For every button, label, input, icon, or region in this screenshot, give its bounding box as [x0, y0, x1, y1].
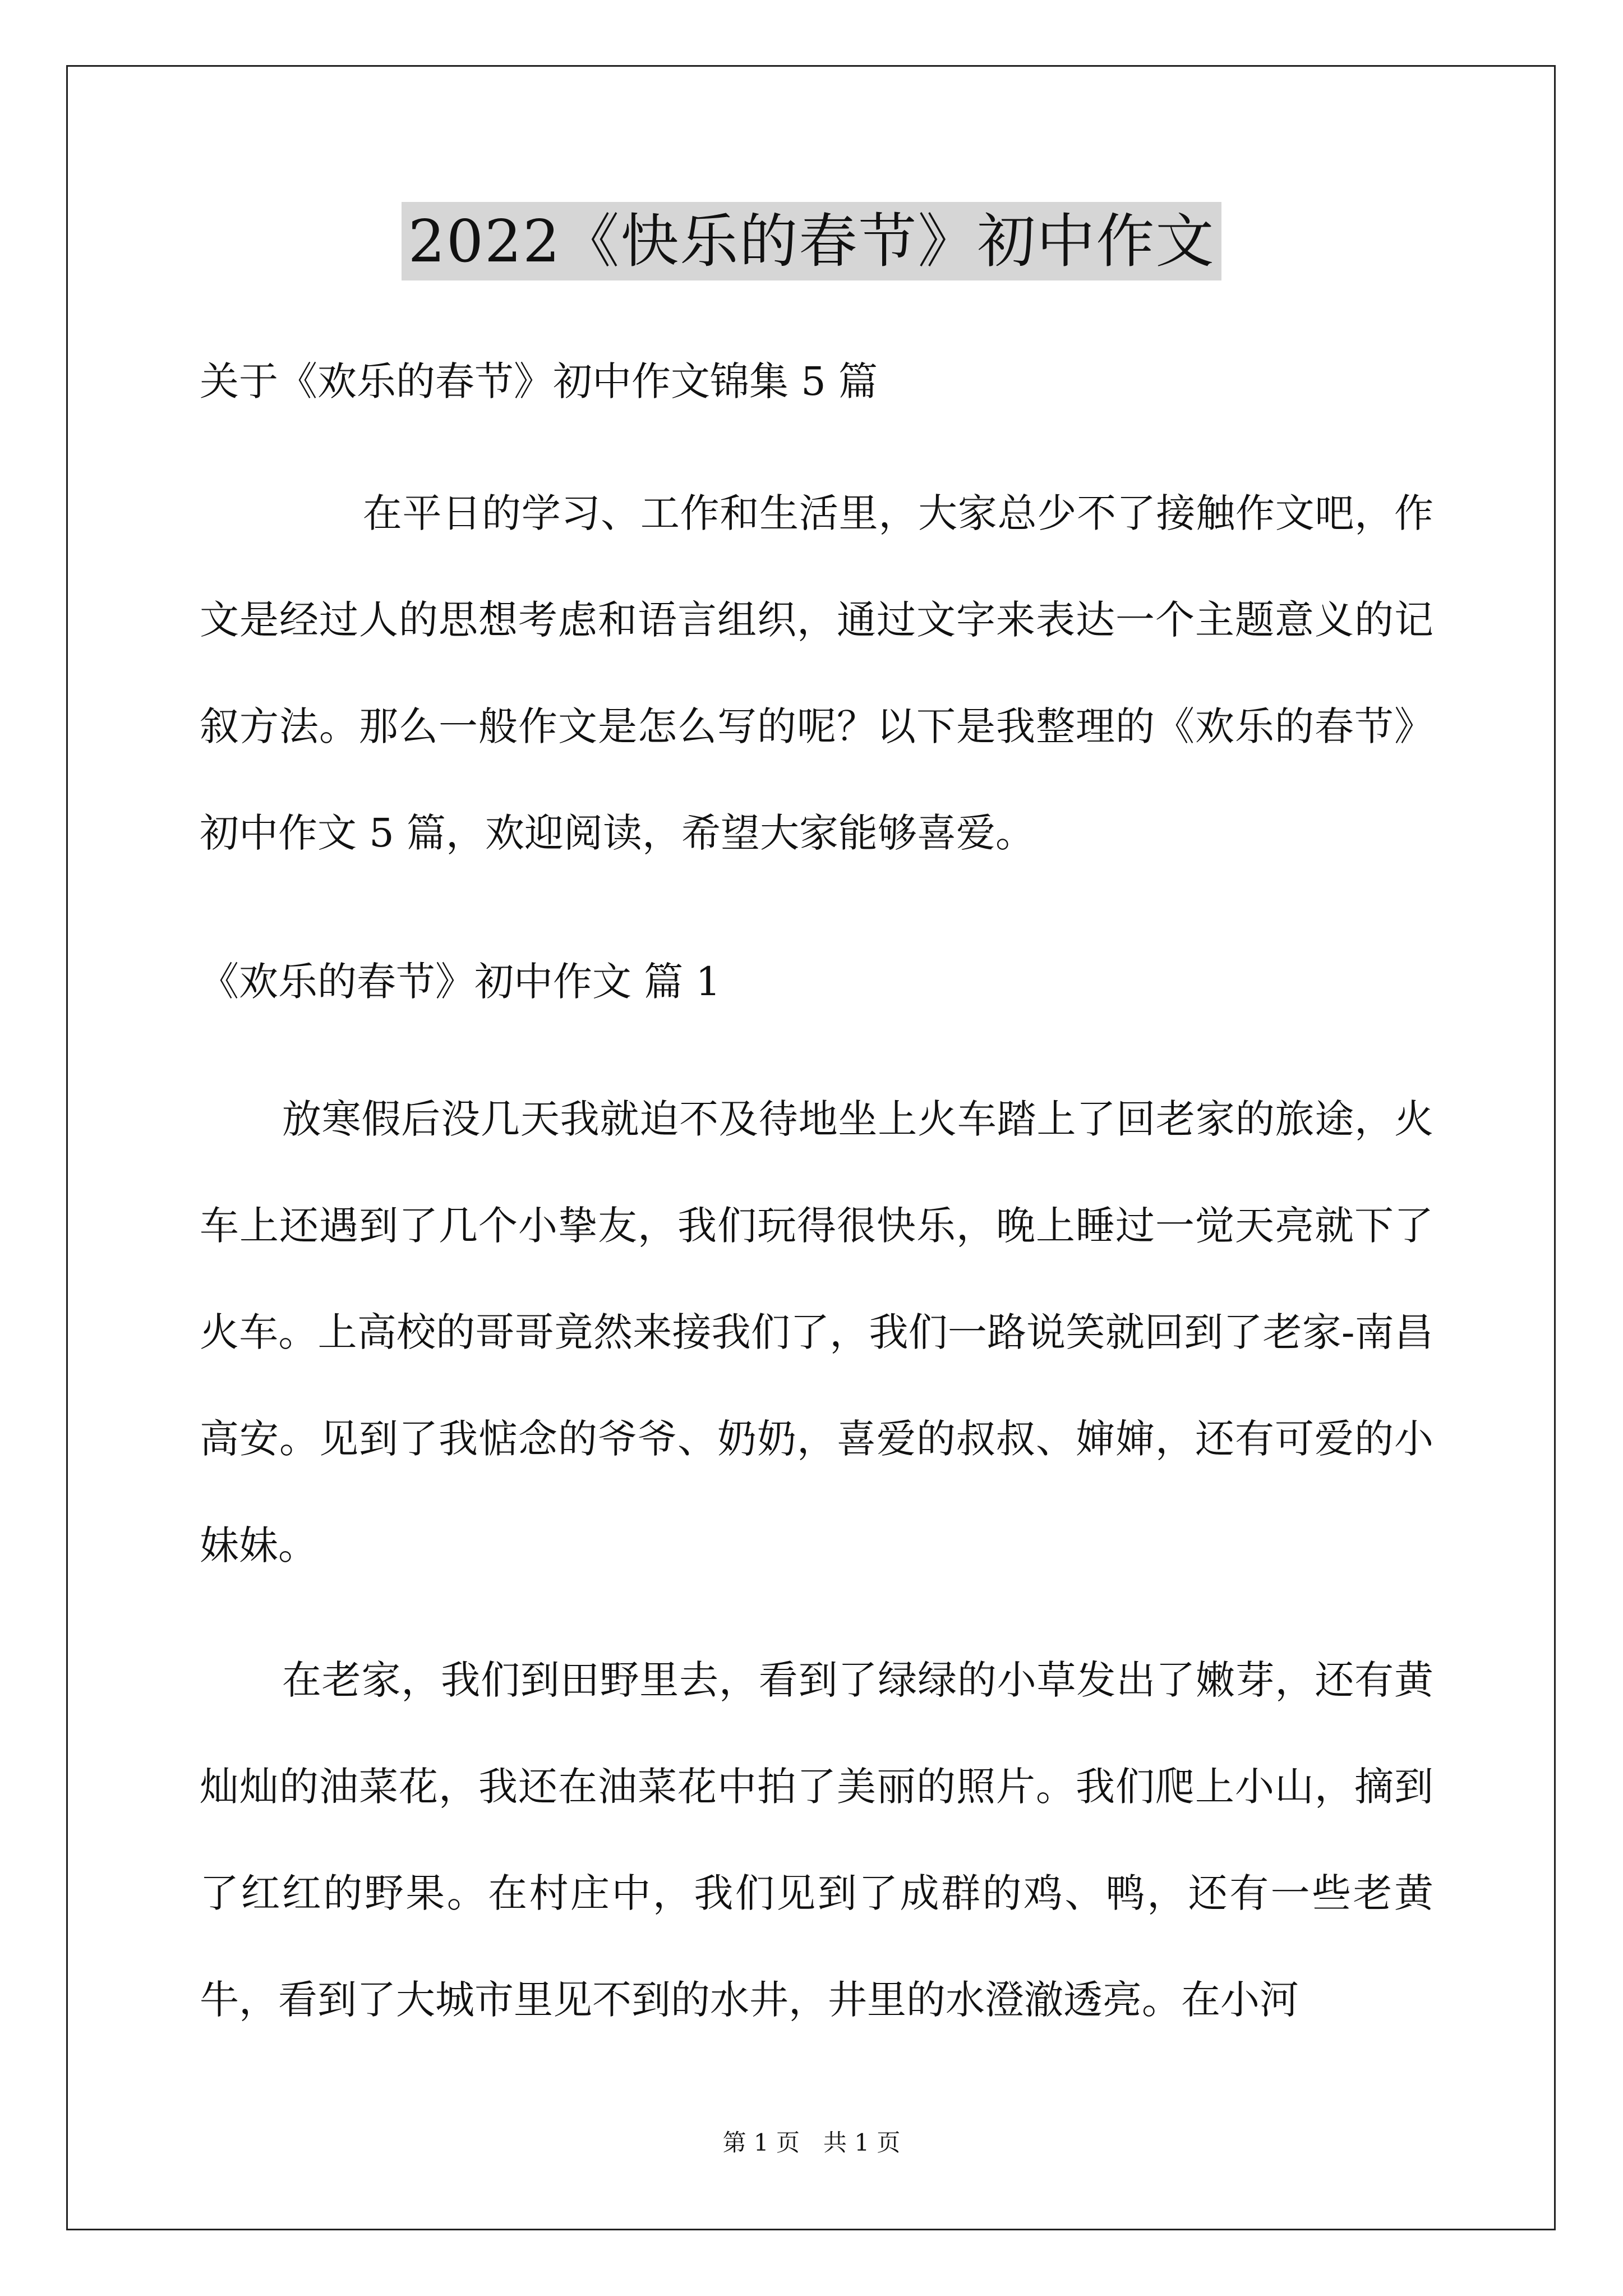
page-footer: 第 1 页 共 1 页 — [722, 2129, 901, 2156]
document-title: 2022《快乐的春节》初中作文 — [402, 202, 1222, 280]
document-subtitle: 关于《欢乐的春节》初中作文锦集 5 篇 — [200, 358, 878, 404]
section-heading: 《欢乐的春节》初中作文 篇 1 — [200, 959, 721, 1005]
body-paragraph-2-text: 在老家，我们到田野里去，看到了绿绿的小草发出了嫩芽，还有黄灿灿的油菜花，我还在油菜花中拍了美丽的照片。我们爬上小山，摘到了红红的野果。在村庄中，我们见到了成群的鸡、鸭，还有一些老黄牛，看到了大城市里见不到的水井，井里的水澄澈透亮。在小河 — [200, 1657, 1433, 2023]
body-paragraph-1-text: 放寒假后没几天我就迫不及待地坐上火车踏上了回老家的旅途，火车上还遇到了几个小挚友，我们玩得很快乐，晚上睡过一觉天亮就下了火车。上高校的哥哥竟然来接我们了，我们一路说笑就回到了老家-南昌高安。见到了我惦念的爷爷、奶奶，喜爱的叔叔、婶婶，还有可爱的小妹妹。 — [200, 1096, 1433, 1568]
body-paragraph-1 — [200, 1066, 1433, 1599]
intro-paragraph — [200, 460, 1433, 886]
intro-paragraph-text: 在平日的学习、工作和生活里，大家总少不了接触作文吧，作文是经过人的思想考虑和语言组织，通过文字来表达一个主题意义的记叙方法。那么一般作文是怎么写的呢？以下是我整理的《欢乐的春节》初中作文 5 篇，欢迎阅读，希望大家能够喜爱。 — [200, 490, 1433, 856]
body-paragraph-2 — [200, 1627, 1433, 2053]
title-container — [0, 202, 1623, 280]
